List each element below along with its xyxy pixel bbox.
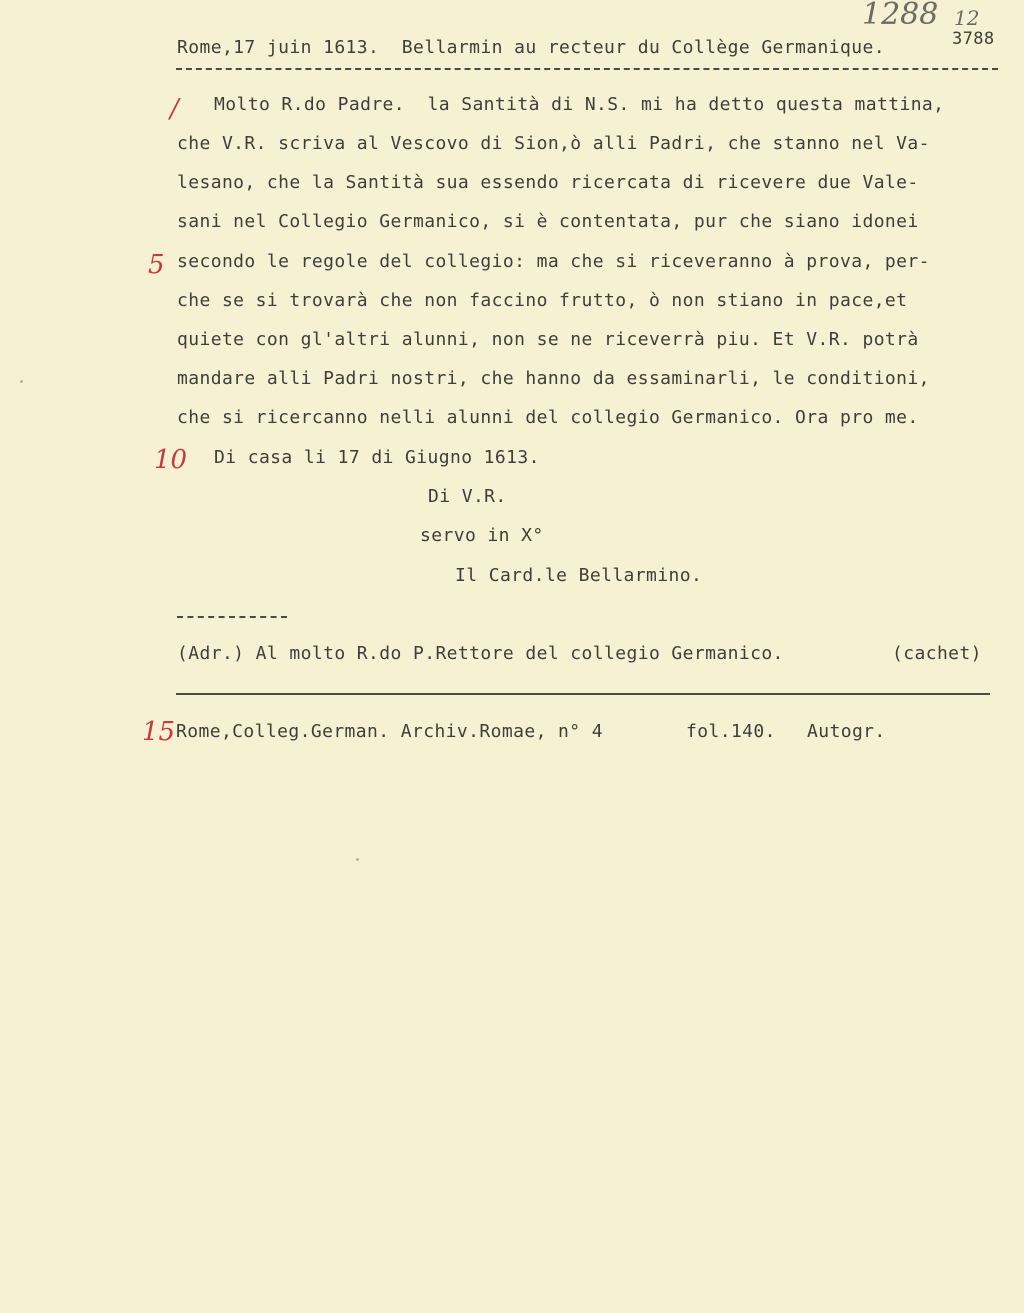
source-rule xyxy=(176,693,990,695)
letter-line: lesano, che la Santità sua essendo ricercata di ricevere due Vale- xyxy=(177,172,919,193)
letter-line: mandare alli Padri nostri, che hanno da essaminarli, le conditioni, xyxy=(177,368,930,389)
paper-speck xyxy=(356,858,359,861)
source-citation: Rome,Colleg.German. Archiv.Romae, n° 4 xyxy=(176,721,604,742)
margin-number-15: 15 xyxy=(142,717,176,747)
letter-line: che se si trovarà che non faccino frutto, ò non stiano in pace,et xyxy=(177,290,908,311)
cachet-note: (cachet) xyxy=(892,643,982,664)
pencil-page-number: 1288 xyxy=(862,0,939,32)
paper-speck xyxy=(20,380,23,383)
letter-line: sani nel Collegio Germanico, si è contentata, pur che siano idonei xyxy=(177,211,919,232)
source-folio: fol.140. xyxy=(686,721,776,742)
source-type: Autogr. xyxy=(807,721,886,742)
margin-number-10: 10 xyxy=(154,445,188,475)
letter-date-line: Di casa li 17 di Giugno 1613. xyxy=(214,447,540,468)
document-header: Rome,17 juin 1613. Bellarmin au recteur du Collège Germanique. xyxy=(177,37,885,58)
closing-servant: servo in X° xyxy=(420,525,544,546)
letter-line: secondo le regole del collegio: ma che si riceveranno à prova, per- xyxy=(177,251,930,272)
letter-line: che si ricercanno nelli alunni del collegio Germanico. Ora pro me. xyxy=(177,407,919,428)
header-dashed-rule xyxy=(176,68,998,70)
address-line: (Adr.) Al molto R.do P.Rettore del collegio Germanico. xyxy=(177,643,784,664)
closing-salutation: Di V.R. xyxy=(428,486,507,507)
signature: Il Card.le Bellarmino. xyxy=(455,565,703,586)
margin-number-1: / xyxy=(170,94,179,124)
letter-line: che V.R. scriva al Vescovo di Sion,ò alli Padri, che stanno nel Va- xyxy=(177,133,930,154)
letter-line: Molto R.do Padre. la Santità di N.S. mi ha detto questa mattina, xyxy=(214,94,945,115)
corner-number-top: 12 xyxy=(954,6,980,30)
margin-number-5: 5 xyxy=(148,250,165,280)
letter-line: quiete con gl'altri alunni, non se ne riceverrà piu. Et V.R. potrà xyxy=(177,329,919,350)
address-separator xyxy=(177,616,287,618)
corner-number: 3788 xyxy=(952,29,995,49)
